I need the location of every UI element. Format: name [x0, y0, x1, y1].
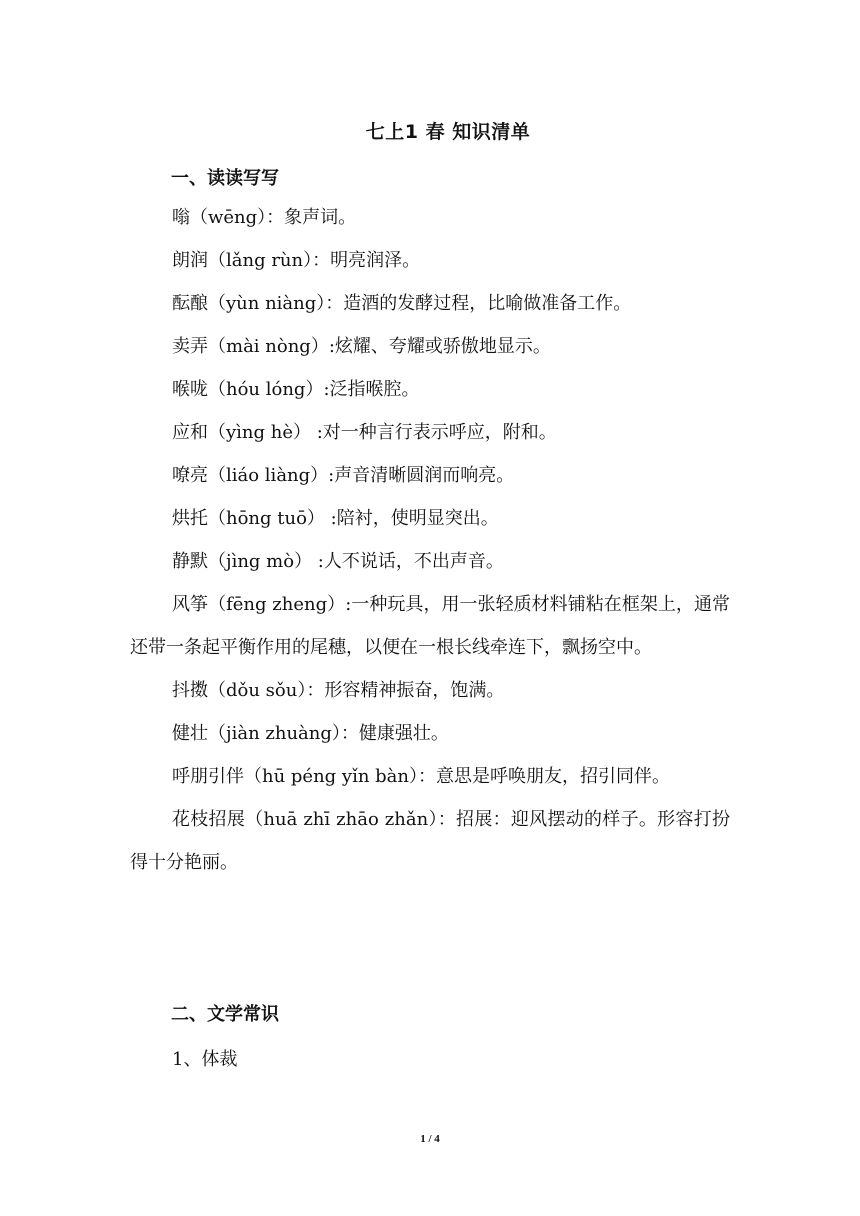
vocab-entry: 卖弄（mài nòng）:炫耀、夸耀或骄傲地显示。: [172, 336, 551, 357]
vocabulary-list: [130, 196, 730, 884]
vocab-entry: 朗润（lǎng rùn）：明亮润泽。: [172, 250, 421, 271]
vocab-entry: 烘托（hōng tuō） :陪衬，使明显突出。: [172, 508, 499, 529]
page-title: 七上1 春 知识清单: [365, 121, 531, 143]
section-heading-reading-writing: 一、读读写写: [171, 168, 279, 189]
vocab-entry: 健壮（jiàn zhuàng）：健康强壮。: [172, 723, 449, 744]
vocab-entry: 静默（jìng mò） :人不说话，不出声音。: [172, 551, 504, 572]
vocab-entry: 酝酿（yùn niàng）：造酒的发酵过程，比喻做准备工作。: [172, 293, 632, 314]
section-heading-literary-knowledge: 二、文学常识: [171, 1004, 279, 1025]
page-number: 1 / 4: [420, 1133, 440, 1145]
vocab-entry: 花枝招展（huā zhī zhāo zhǎn）：招展：迎风摆动的样子。形容打扮得十分艳丽。: [130, 809, 730, 873]
subheading-genre: 1、体裁: [172, 1049, 238, 1070]
vocab-entry: 喉咙（hóu lóng）:泛指喉腔。: [172, 379, 420, 400]
vocab-entry: 应和（yìng hè） :对一种言行表示呼应，附和。: [172, 422, 557, 443]
vocab-entry: 抖擞（dǒu sǒu）：形容精神振奋，饱满。: [172, 680, 505, 701]
vocab-entry: 呼朋引伴（hū péng yǐn bàn）：意思是呼唤朋友，招引同伴。: [172, 766, 671, 787]
vocab-entry: 风筝（fēng zheng）:一种玩具，用一张轻质材料铺粘在框架上，通常还带一条起平衡作用的尾穗，以便在一根长线牵连下，飘扬空中。: [130, 594, 730, 658]
vocab-entry: 嘹亮（liáo liàng）:声音清晰圆润而响亮。: [172, 465, 515, 486]
vocab-entry: 嗡（wēng）：象声词。: [172, 207, 357, 228]
